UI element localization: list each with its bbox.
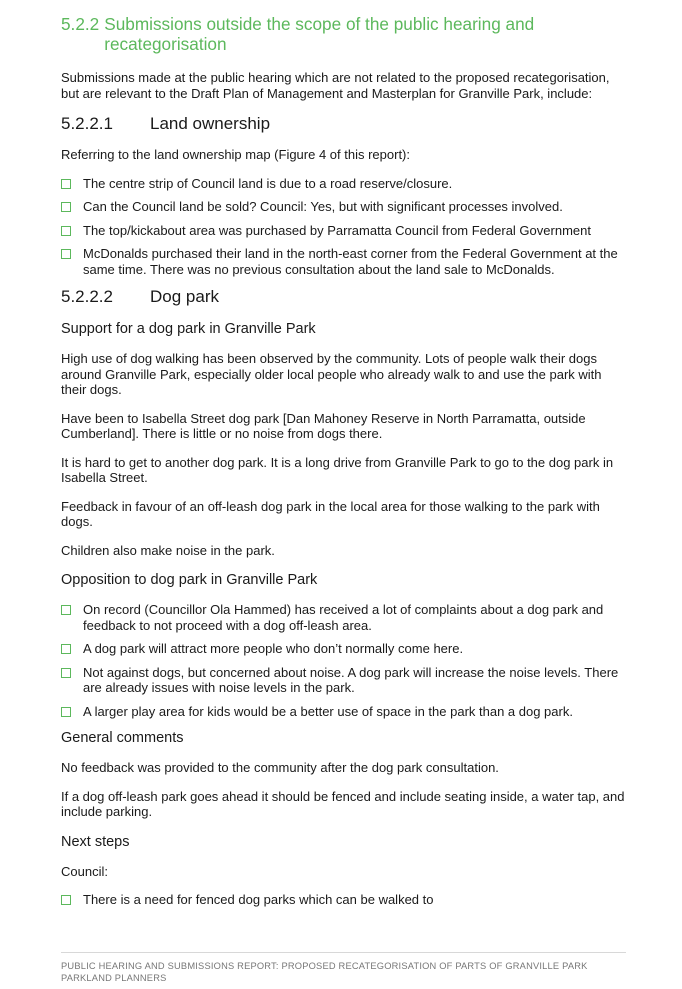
section-heading — [61, 14, 626, 54]
support-heading: Support for a dog park in Granville Park — [61, 321, 316, 337]
general-paragraph: No feedback was provided to the community after the dog park consultation. — [61, 760, 499, 775]
list-item: Not against dogs, but concerned about noise. A dog park will increase the noise levels. There are already issues with noise levels in the park. — [61, 665, 626, 696]
footer-company: PARKLAND PLANNERS — [61, 973, 167, 983]
list-item: The centre strip of Council land is due to a road reserve/closure. — [61, 176, 626, 192]
general-heading: General comments — [61, 730, 184, 746]
support-paragraph: Children also make noise in the park. — [61, 542, 275, 558]
dog-title: Dog park — [150, 287, 219, 306]
section-number: 5.2.2 — [61, 14, 100, 34]
general-paragraph: If a dog off-leash park goes ahead it should be fenced and include seating inside, a water tap, and include parking. — [61, 788, 625, 819]
list-item: McDonalds purchased their land in the north-east corner from the Federal Government at the same time. There was no previous consultation about the land sale to McDonalds. — [61, 246, 626, 277]
support-paragraph: Feedback in favour of an off-leash dog park in the local area for those walking to the park with dogs. — [61, 498, 600, 529]
section-title: Submissions outside the scope of the public hearing and recategorisation — [104, 14, 535, 54]
land-number: 5.2.2.1 — [61, 114, 113, 133]
support-paragraph: It is hard to get to another dog park. It is a long drive from Granville Park to go to the dog park in Isabella Street. — [61, 454, 614, 485]
next-steps-label: Council: — [61, 863, 108, 879]
land-list — [61, 176, 626, 278]
list-item: A larger play area for kids would be a better use of space in the park than a dog park. — [61, 704, 626, 720]
opposition-list — [61, 602, 626, 719]
dog-number: 5.2.2.2 — [61, 287, 113, 306]
support-paragraph: High use of dog walking has been observed by the community. Lots of people walk their dogs around Granville Park, especially older local people who already walk to and use the park with their dogs. — [61, 351, 602, 397]
opposition-heading: Opposition to dog park in Granville Park — [61, 572, 318, 588]
next-steps-heading: Next steps — [61, 833, 130, 850]
checkbox-bullet-icon — [61, 179, 71, 189]
land-title: Land ownership — [150, 114, 271, 133]
checkbox-bullet-icon — [61, 202, 71, 212]
footer-report-title: PUBLIC HEARING AND SUBMISSIONS REPORT: PROPOSED RECATEGORISATION OF PARTS OF GRANVILLE PARK — [61, 961, 588, 971]
checkbox-bullet-icon — [61, 644, 71, 654]
dog-heading — [61, 287, 626, 307]
document-page — [61, 14, 626, 918]
checkbox-bullet-icon — [61, 707, 71, 717]
list-item: The top/kickabout area was purchased by Parramatta Council from Federal Government — [61, 223, 626, 239]
checkbox-bullet-icon — [61, 605, 71, 615]
intro-paragraph: Submissions made at the public hearing which are not related to the proposed recategorisation, but are relevant to the Draft Plan of Management and Masterplan for Granville Park, include: — [61, 70, 610, 101]
support-paragraph: Have been to Isabella Street dog park [Dan Mahoney Reserve in North Parramatta, outside Cumberland]. There is little or no noise from dogs there. — [61, 410, 586, 441]
list-item: On record (Councillor Ola Hammed) has received a lot of complaints about a dog park and feedback to not proceed with a dog off-leash area. — [61, 602, 626, 633]
next-steps-list — [61, 892, 626, 908]
checkbox-bullet-icon — [61, 226, 71, 236]
list-item: There is a need for fenced dog parks which can be walked to — [61, 892, 626, 908]
checkbox-bullet-icon — [61, 249, 71, 259]
land-heading — [61, 114, 626, 134]
list-item: A dog park will attract more people who don’t normally come here. — [61, 641, 626, 657]
list-item: Can the Council land be sold? Council: Yes, but with significant processes involved. — [61, 199, 626, 215]
checkbox-bullet-icon — [61, 895, 71, 905]
page-footer — [61, 952, 626, 984]
land-intro: Referring to the land ownership map (Figure 4 of this report): — [61, 147, 411, 162]
checkbox-bullet-icon — [61, 668, 71, 678]
